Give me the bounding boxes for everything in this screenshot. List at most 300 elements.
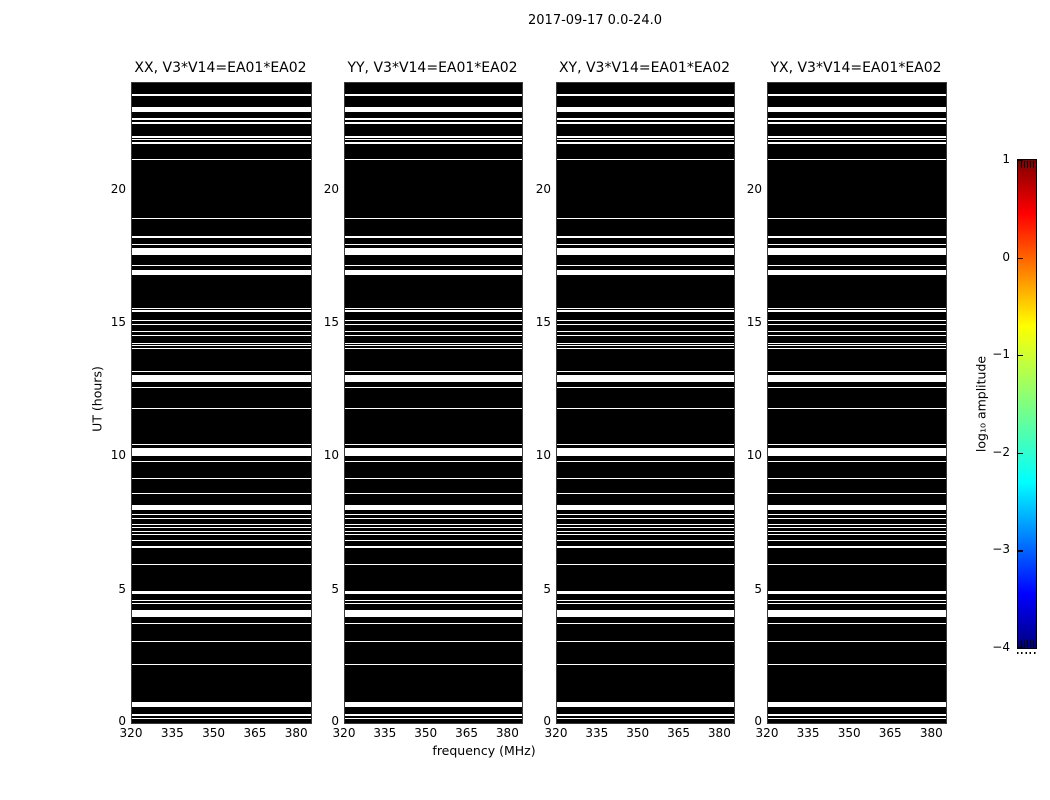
x-tick-mark [932,719,933,723]
flagged-time-row [132,310,311,311]
flagged-time-row [768,505,946,510]
colorbar-tick-label: −3 [992,542,1010,557]
flagged-time-row [345,623,522,624]
flagged-time-row [132,270,311,275]
flagged-time-row [557,324,734,325]
flagged-time-row [557,335,734,336]
x-tick-label: 365 [455,726,478,740]
flagged-time-row [132,564,311,565]
flagged-time-row [132,702,311,708]
flagged-time-row [345,331,522,332]
flagged-time-row [768,122,946,123]
flagged-time-row [557,478,734,479]
flagged-time-row [132,308,311,309]
flagged-time-row [768,478,946,479]
y-axis-label: UT (hours) [89,366,105,432]
y-tick-label: 20 [535,181,551,196]
x-tick-label: 350 [414,726,438,740]
y-tick-mark [132,722,137,723]
colorbar-tick-mark [1018,258,1023,259]
flagged-time-row [768,308,946,309]
flagged-time-row [557,518,734,519]
flagged-time-row [557,265,734,266]
flagged-time-row [768,107,946,112]
flagged-time-row [345,371,522,372]
waterfall-panel [131,82,312,724]
flagged-time-row [768,564,946,565]
flagged-time-row [557,371,734,372]
flagged-time-row [557,248,734,255]
flagged-time-row [768,248,946,255]
colorbar-tick-label: 0 [1002,249,1010,264]
flagged-time-row [557,564,734,565]
flagged-time-row [768,718,946,719]
y-tick-label: 0 [331,714,339,728]
x-tick-mark [256,719,257,723]
x-tick-label: 335 [796,726,820,740]
flagged-time-row [132,527,311,528]
x-axis-label: frequency (MHz) [432,743,536,758]
waterfall-panel [344,82,523,724]
flagged-time-row [768,641,946,642]
flagged-time-row [345,448,522,456]
colorbar-tick-mark [1018,647,1023,648]
flagged-time-row [557,461,734,462]
y-tick-label: 20 [323,181,339,196]
flagged-time-row [132,335,311,336]
flagged-time-row [132,343,311,344]
flagged-time-row [345,527,522,528]
flagged-time-row [557,122,734,123]
flagged-time-row [557,591,734,594]
flagged-time-row [345,345,522,346]
flagged-time-row [768,524,946,525]
x-tick-label: 320 [755,726,779,740]
flagged-time-row [132,444,311,445]
flagged-time-row [132,540,311,541]
flagged-time-row [132,478,311,479]
flagged-time-row [345,461,522,462]
flagged-time-row [345,564,522,565]
flagged-time-row [768,540,946,541]
flagged-time-row [768,610,946,617]
flagged-time-row [768,139,946,140]
flagged-time-row [132,448,311,456]
flagged-time-row [345,518,522,519]
flagged-time-row [768,461,946,462]
flagged-time-row [768,546,946,547]
y-tick-label: 20 [746,181,762,196]
flagged-time-row [345,218,522,219]
colorbar-tick-mark [1018,355,1023,356]
flagged-time-row [768,310,946,311]
flagged-time-row [132,139,311,140]
flagged-time-row [768,702,946,708]
colorbar-tick-mark [1018,550,1023,551]
flagged-time-row [345,244,522,245]
flagged-time-row [132,375,311,382]
y-tick-mark [345,722,350,723]
x-tick-label: 335 [160,726,184,740]
flagged-time-row [345,714,522,715]
panel-title: YX, V3*V14=EA01*EA02 [770,60,942,76]
flagged-time-row [345,702,522,708]
flagged-time-row [132,159,311,160]
y-tick-mark [768,323,773,324]
x-tick-mark [680,719,681,723]
colorbar-tick-mark [1018,160,1023,161]
colorbar-top-hatch [1019,161,1035,168]
flagged-time-row [132,218,311,219]
flagged-time-row [557,702,734,708]
flagged-time-row [132,531,311,532]
flagged-time-row [557,348,734,349]
waterfall-panel [767,82,947,724]
flagged-time-row [768,345,946,346]
x-tick-mark [598,719,599,723]
x-tick-mark [427,719,428,723]
flagged-time-row [557,270,734,275]
y-tick-mark [345,590,350,591]
flagged-time-row [557,118,734,119]
flagged-time-row [557,534,734,535]
x-tick-label: 350 [837,726,861,740]
flagged-time-row [345,478,522,479]
flagged-time-row [557,308,734,309]
x-tick-mark [386,719,387,723]
y-tick-mark [941,323,946,324]
flagged-time-row [557,493,734,494]
panel-title: YY, V3*V14=EA01*EA02 [347,60,518,76]
panel-title: XY, V3*V14=EA01*EA02 [558,60,731,76]
flagged-time-row [768,514,946,515]
y-tick-mark [345,323,350,324]
flagged-time-row [132,265,311,266]
flagged-time-row [132,524,311,525]
flagged-time-row [132,136,311,137]
flagged-time-row [132,236,311,237]
flagged-time-row [345,524,522,525]
x-tick-label: 320 [544,726,568,740]
flagged-time-row [557,505,734,510]
y-tick-label: 15 [746,315,762,329]
flagged-time-row [557,444,734,445]
y-tick-mark [557,190,562,191]
flagged-time-row [557,641,734,642]
flagged-time-row [557,320,734,321]
flagged-time-row [345,531,522,532]
flagged-time-row [768,236,946,237]
flagged-time-row [345,375,522,382]
y-tick-label: 5 [118,581,126,596]
flagged-time-row [557,610,734,617]
flagged-time-row [557,142,734,143]
y-tick-label: 0 [118,714,126,728]
flagged-time-row [557,331,734,332]
flagged-time-row [345,270,522,275]
flagged-time-row [345,122,522,123]
flagged-time-row [132,623,311,624]
y-tick-mark [132,323,137,324]
flagged-time-row [768,331,946,332]
flagged-time-row [557,664,734,665]
flagged-time-row [132,348,311,349]
flagged-time-row [132,118,311,119]
x-tick-label: 335 [585,726,609,740]
flagged-time-row [132,714,311,715]
flagged-time-row [557,94,734,95]
flagged-time-row [132,664,311,665]
y-tick-mark [941,190,946,191]
x-tick-label: 320 [119,726,143,740]
flagged-time-row [557,136,734,137]
panel-title: XX, V3*V14=EA01*EA02 [134,60,307,76]
flagged-time-row [132,320,311,321]
flagged-time-row [345,348,522,349]
y-tick-mark [768,456,773,457]
flagged-time-row [345,320,522,321]
flagged-time-row [345,540,522,541]
flagged-time-row [768,159,946,160]
x-tick-mark [850,719,851,723]
flagged-time-row [132,107,311,112]
y-tick-mark [557,456,562,457]
y-tick-mark [768,722,773,723]
flagged-time-row [768,94,946,95]
flagged-time-row [557,387,734,388]
flagged-time-row [768,335,946,336]
flagged-time-row [345,308,522,309]
flagged-time-row [132,603,311,604]
flagged-time-row [768,142,946,143]
flagged-time-row [132,371,311,372]
flagged-time-row [557,546,734,547]
flagged-time-row [768,600,946,601]
flagged-time-row [768,265,946,266]
flagged-time-row [132,248,311,255]
y-tick-label: 15 [323,315,339,329]
flagged-time-row [345,118,522,119]
x-tick-label: 380 [919,726,943,740]
flagged-time-row [132,94,311,95]
x-tick-mark [809,719,810,723]
flagged-time-row [768,343,946,344]
flagged-time-row [345,408,522,409]
x-tick-label: 365 [667,726,690,740]
figure-title: 2017-09-17 0.0-24.0 [528,13,662,28]
flagged-time-row [345,159,522,160]
y-tick-mark [132,190,137,191]
flagged-time-row [768,270,946,275]
flagged-time-row [345,265,522,266]
y-tick-mark [132,456,137,457]
flagged-time-row [345,107,522,112]
flagged-time-row [768,320,946,321]
y-tick-mark [941,456,946,457]
y-tick-label: 5 [543,581,551,596]
flagged-time-row [132,518,311,519]
flagged-time-row [557,540,734,541]
flagged-time-row [345,603,522,604]
flagged-time-row [557,718,734,719]
x-tick-label: 380 [495,726,519,740]
flagged-time-row [132,600,311,601]
flagged-time-row [768,714,946,715]
flagged-time-row [345,718,522,719]
y-tick-mark [941,722,946,723]
y-tick-mark [132,590,137,591]
x-tick-label: 365 [243,726,267,740]
flagged-time-row [557,139,734,140]
flagged-time-row [345,591,522,594]
flagged-time-row [768,408,946,409]
y-tick-label: 10 [110,448,126,463]
flagged-time-row [768,371,946,372]
flagged-time-row [768,493,946,494]
x-tick-label: 320 [332,726,356,740]
colorbar-label: log₁₀ amplitude [973,355,989,453]
flagged-time-row [132,387,311,388]
flagged-time-row [345,248,522,255]
flagged-time-row [557,531,734,532]
flagged-time-row [557,408,734,409]
flagged-time-row [557,623,734,624]
y-tick-label: 5 [331,581,339,596]
flagged-time-row [132,591,311,594]
y-tick-label: 20 [110,181,126,196]
y-tick-label: 0 [543,714,551,728]
flagged-time-row [345,310,522,311]
flagged-time-row [557,159,734,160]
y-tick-label: 10 [323,448,339,463]
y-tick-mark [768,190,773,191]
y-tick-mark [345,456,350,457]
flagged-time-row [768,591,946,594]
flagged-time-row [768,527,946,528]
flagged-time-row [345,641,522,642]
y-tick-label: 5 [754,581,762,596]
colorbar-tick-label: −2 [992,444,1010,459]
y-tick-label: 10 [535,448,551,463]
flagged-time-row [345,600,522,601]
flagged-time-row [768,448,946,456]
y-tick-label: 0 [754,714,762,728]
flagged-time-row [345,142,522,143]
x-tick-mark [173,719,174,723]
flagged-time-row [768,218,946,219]
flagged-time-row [768,118,946,119]
colorbar-tick-label: −1 [992,347,1010,362]
x-tick-mark [639,719,640,723]
flagged-time-row [132,534,311,535]
flagged-time-row [345,610,522,617]
flagged-time-row [345,236,522,237]
x-tick-label: 380 [284,726,308,740]
flagged-time-row [557,343,734,344]
flagged-time-row [132,493,311,494]
flagged-time-row [557,107,734,112]
flagged-time-row [132,461,311,462]
flagged-time-row [768,136,946,137]
flagged-time-row [768,531,946,532]
y-tick-mark [768,590,773,591]
flagged-time-row [132,718,311,719]
colorbar-tick-label: −4 [992,640,1010,654]
x-tick-mark [215,719,216,723]
y-tick-label: 15 [535,315,551,329]
flagged-time-row [345,343,522,344]
x-tick-mark [891,719,892,723]
flagged-time-row [132,324,311,325]
flagged-time-row [557,448,734,456]
x-tick-mark [468,719,469,723]
x-tick-label: 380 [707,726,731,740]
flagged-time-row [768,534,946,535]
x-tick-mark [508,719,509,723]
flagged-time-row [768,375,946,382]
flagged-time-row [132,408,311,409]
flagged-time-row [132,610,311,617]
y-tick-mark [557,722,562,723]
y-tick-mark [557,590,562,591]
flagged-time-row [345,493,522,494]
x-tick-label: 350 [202,726,226,740]
flagged-time-row [132,244,311,245]
flagged-time-row [345,444,522,445]
flagged-time-row [768,664,946,665]
flagged-time-row [557,244,734,245]
flagged-time-row [345,324,522,325]
flagged-time-row [132,345,311,346]
flagged-time-row [132,122,311,123]
flagged-time-row [768,324,946,325]
y-tick-mark [557,323,562,324]
flagged-time-row [557,236,734,237]
flagged-time-row [345,534,522,535]
flagged-time-row [345,505,522,510]
flagged-time-row [345,664,522,665]
x-tick-label: 335 [373,726,397,740]
flagged-time-row [132,514,311,515]
colorbar-under-dots [1017,652,1037,654]
flagged-time-row [345,514,522,515]
y-tick-label: 10 [746,448,762,463]
flagged-time-row [345,139,522,140]
flagged-time-row [768,387,946,388]
flagged-time-row [768,348,946,349]
flagged-time-row [132,641,311,642]
flagged-time-row [768,518,946,519]
flagged-time-row [557,345,734,346]
flagged-time-row [132,142,311,143]
flagged-time-row [768,623,946,624]
flagged-time-row [768,244,946,245]
flagged-time-row [132,505,311,510]
flagged-time-row [557,375,734,382]
flagged-time-row [768,603,946,604]
flagged-time-row [132,546,311,547]
flagged-time-row [557,218,734,219]
flagged-time-row [345,94,522,95]
flagged-time-row [557,600,734,601]
flagged-time-row [768,444,946,445]
x-tick-label: 350 [626,726,650,740]
y-tick-label: 15 [110,315,126,329]
colorbar [1017,159,1037,649]
y-tick-mark [941,590,946,591]
flagged-time-row [345,335,522,336]
flagged-time-row [557,603,734,604]
